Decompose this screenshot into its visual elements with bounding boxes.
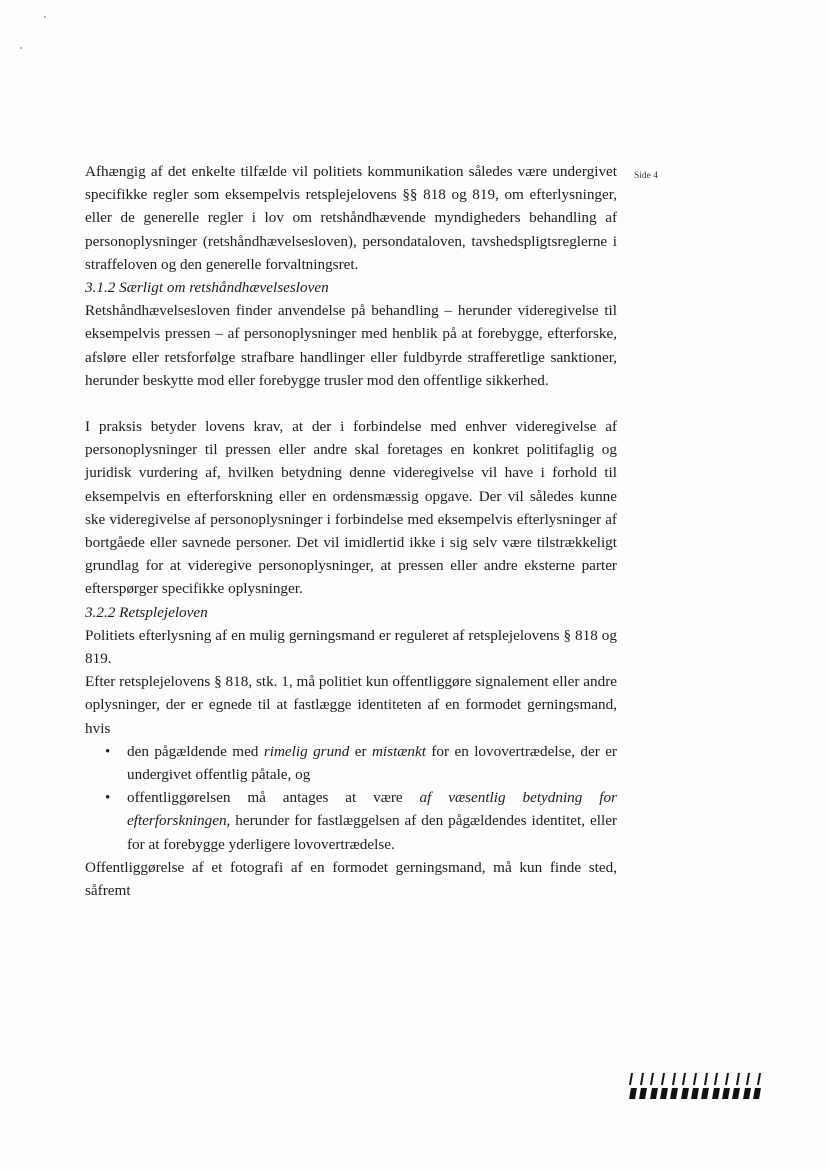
barcode-bottom-row [630, 1088, 760, 1099]
conditions-list [85, 740, 617, 856]
barcode-icon [630, 1073, 760, 1099]
section-3-1-2-paragraph-2: I praksis betyder lovens krav, at der i forbindelse med enhver videregivelse af personoplysninger til pressen eller andre skal foretages en konkret politifaglig og juridisk vurdering af, hvilken betydning denne videregivelse vil have i forhold til eksempelvis en efterforskning eller en ordensmæssig opgave. Der vil således kunne ske videregivelse af personoplysninger i forbindelse med eksempelvis efterlysninger af bortgåede eller savnede personer. Det vil imidlertid ikke i sig selv være tilstrækkeligt grundlag for at videregive personoplysninger, at pressen eller andre eksterne parter efterspørger specifikke oplysninger. [85, 418, 617, 598]
document-body [85, 160, 617, 902]
emphasis: rimelig grund [263, 742, 350, 760]
bullet-icon: • [105, 742, 111, 760]
page-number: Side 4 [634, 171, 659, 181]
scan-speck [44, 16, 46, 18]
section-3-2-2-paragraph-2: Efter retsplejelovens § 818, stk. 1, må politiet kun offentliggøre signalement eller andre oplysninger, der er egnede til at fastlægge identiteten af en formodet gerningsmand, hvis [85, 673, 617, 737]
section-3-2-2-paragraph-1: Politiets efterlysning af en mulig gerningsmand er reguleret af retsplejelovens § 818 og 819. [85, 626, 617, 668]
section-3-2-2-paragraph-3: Offentliggørelse af et fotografi af en formodet gerningsmand, må kun finde sted, såfremt [85, 858, 617, 900]
barcode-top-row [630, 1073, 760, 1085]
section-3-1-2-paragraph-1: Retshåndhævelsesloven finder anvendelse på behandling – herunder videregivelse til eksempelvis pressen – af personoplysninger med henblik på at forebygge, efterforske, afsløre eller retsforfølge strafbare handlinger eller fuldbyrde strafferetlige sanktioner, herunder beskytte mod eller forebygge trusler mod den offentlige sikkerhed. [85, 302, 617, 389]
emphasis: af væsentlig betydning for efterforskningen [127, 789, 617, 830]
section-heading-3-2-2: 3.2.2 Retsplejeloven [85, 603, 208, 621]
section-heading-3-1-2: 3.1.2 Særligt om retshåndhævelsesloven [85, 279, 329, 297]
list-item: • offentliggørelsen må antages at være af væsentlig betydning for efterforskningen, herunder for fastlæggelsen af den pågældendes identitet, eller for at forebygge yderligere lovovertrædelse. [85, 786, 617, 856]
scan-speck [20, 47, 22, 49]
bullet-icon: • [105, 789, 111, 807]
intro-paragraph: Afhængig af det enkelte tilfælde vil politiets kommunikation således være undergivet specifikke regler som eksempelvis retsplejelovens §§ 818 og 819, om efterlysninger, eller de generelle regler i lov om retshåndhævende myndigheders behandling af personoplysninger (retshåndhævelsesloven), persondataloven, tavshedspligtsreglerne i straffeloven og den generelle forvaltningsret. [85, 163, 617, 273]
list-item: • den pågældende med rimelig grund er mistænkt for en lovovertrædelse, der er undergivet offentlig påtale, og [85, 740, 617, 786]
emphasis: mistænkt [371, 742, 426, 760]
